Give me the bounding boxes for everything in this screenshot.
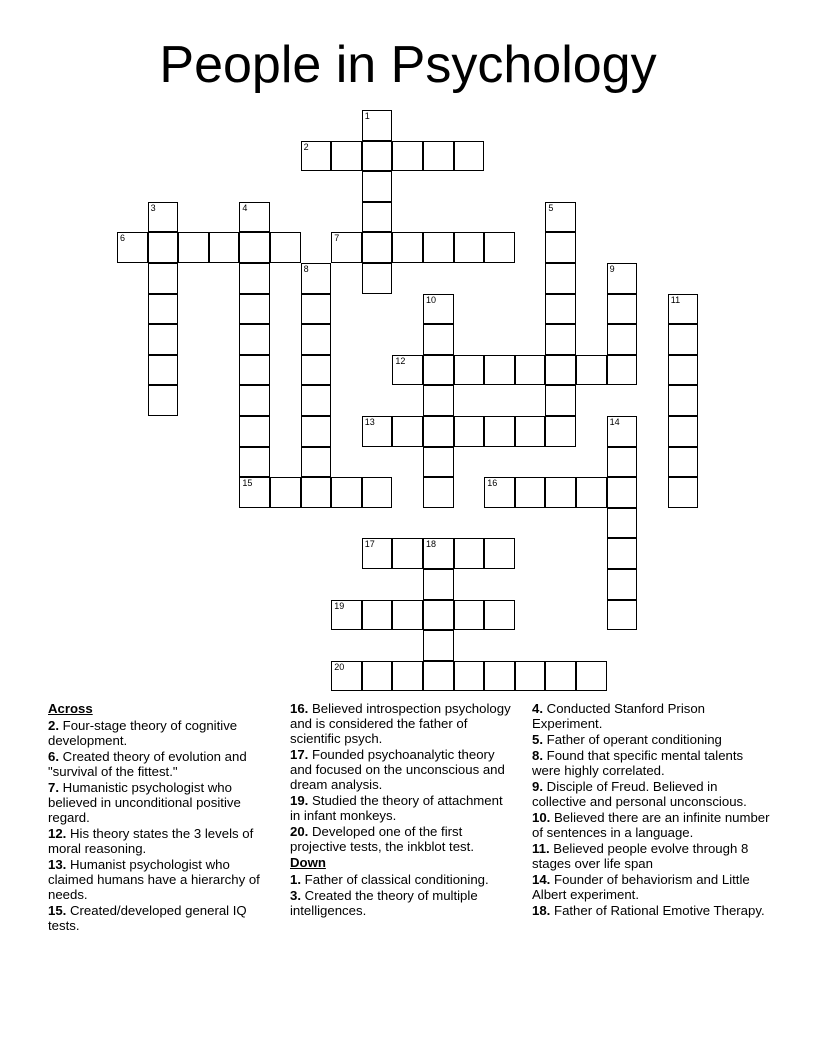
grid-cell[interactable] (301, 294, 332, 325)
grid-cell[interactable] (301, 385, 332, 416)
clue-column-2 (290, 701, 512, 919)
clue-item (532, 748, 772, 778)
clue-number: 20. (290, 824, 309, 839)
cell-number: 1 (364, 111, 370, 121)
grid-cell[interactable] (331, 477, 362, 508)
clue-text: Founded psychoanalytic theory and focused on the unconscious and dream analysis. (290, 747, 505, 792)
grid-cell[interactable] (454, 141, 485, 172)
grid-cell[interactable] (239, 355, 270, 386)
grid-cell[interactable] (239, 477, 270, 508)
grid-cell[interactable] (607, 447, 638, 478)
grid-cell[interactable] (362, 416, 393, 447)
clue-item (532, 779, 772, 809)
clue-text: Believed there are an infinite number of sentences in a language. (532, 810, 770, 840)
grid-cell[interactable] (239, 385, 270, 416)
clue-item (48, 857, 270, 902)
grid-cell[interactable] (239, 202, 270, 233)
grid-cell[interactable] (607, 416, 638, 447)
grid-cell[interactable] (545, 355, 576, 386)
clue-number: 16. (290, 701, 309, 716)
clue-number: 14. (532, 872, 551, 887)
grid-cell[interactable] (423, 538, 454, 569)
cell-number: 12 (395, 355, 406, 366)
clue-number: 4. (532, 701, 543, 716)
clue-number: 2. (48, 718, 59, 733)
grid-cell[interactable] (545, 294, 576, 325)
grid-cell[interactable] (301, 263, 332, 294)
grid-cell[interactable] (484, 538, 515, 569)
cell-number: 11 (670, 294, 681, 305)
grid-cell[interactable] (545, 324, 576, 355)
grid-cell[interactable] (545, 385, 576, 416)
clue-text: Created the theory of multiple intelligences. (290, 888, 478, 918)
cell-number: 13 (364, 417, 375, 427)
grid-cell[interactable] (423, 416, 454, 447)
clue-number: 9. (532, 779, 543, 794)
grid-cell[interactable] (209, 232, 240, 263)
cell-number: 14 (609, 417, 620, 427)
clue-number: 12. (48, 826, 67, 841)
grid-cell[interactable] (392, 355, 423, 386)
grid-cell[interactable] (117, 232, 148, 263)
grid-cell[interactable] (392, 416, 423, 447)
grid-cell[interactable] (515, 355, 546, 386)
grid-cell[interactable] (484, 661, 515, 692)
clue-text: Founder of behaviorism and Little Albert experiment. (532, 872, 750, 902)
grid-cell[interactable] (362, 110, 393, 141)
grid-cell[interactable] (392, 661, 423, 692)
grid-cell[interactable] (668, 477, 699, 508)
grid-cell[interactable] (454, 661, 485, 692)
cell-number: 6 (120, 233, 126, 244)
grid-cell[interactable] (607, 538, 638, 569)
grid-cell[interactable] (423, 355, 454, 386)
grid-cell[interactable] (607, 355, 638, 386)
grid-cell[interactable] (239, 294, 270, 325)
clue-item (48, 749, 270, 779)
clue-text: Disciple of Freud. Believed in collective and personal unconscious. (532, 779, 747, 809)
grid-cell[interactable] (178, 232, 209, 263)
clue-item (48, 718, 270, 748)
down-heading: Down (290, 855, 326, 870)
grid-cell[interactable] (301, 447, 332, 478)
clue-text: Father of operant conditioning (543, 732, 722, 747)
grid-cell[interactable] (148, 263, 179, 294)
cell-number: 2 (303, 141, 309, 152)
grid-cell[interactable] (239, 263, 270, 294)
grid-cell[interactable] (607, 569, 638, 600)
cell-number: 17 (364, 539, 375, 550)
clue-item (532, 841, 772, 871)
cell-number: 3 (150, 202, 156, 213)
grid-cell[interactable] (270, 477, 301, 508)
grid-cell[interactable] (239, 447, 270, 478)
grid-cell[interactable] (423, 661, 454, 692)
cell-number: 8 (303, 264, 309, 274)
grid-cell[interactable] (423, 385, 454, 416)
grid-cell[interactable] (668, 324, 699, 355)
grid-cell[interactable] (362, 600, 393, 631)
cell-number: 20 (334, 661, 345, 672)
puzzle-title: People in Psychology (159, 36, 657, 94)
grid-cell[interactable] (239, 324, 270, 355)
grid-cell[interactable] (362, 538, 393, 569)
cell-number: 4 (242, 202, 248, 213)
cell-number: 10 (426, 294, 437, 305)
grid-cell[interactable] (362, 171, 393, 202)
grid-cell[interactable] (301, 477, 332, 508)
grid-cell[interactable] (362, 202, 393, 233)
grid-cell[interactable] (423, 232, 454, 263)
grid-cell[interactable] (148, 202, 179, 233)
grid-cell[interactable] (423, 477, 454, 508)
grid-cell[interactable] (515, 477, 546, 508)
grid-cell[interactable] (484, 232, 515, 263)
grid-cell[interactable] (668, 355, 699, 386)
cell-number: 5 (548, 202, 554, 213)
grid-cell[interactable] (545, 661, 576, 692)
grid-cell[interactable] (423, 569, 454, 600)
clue-item (532, 872, 772, 902)
cell-number: 19 (334, 600, 345, 611)
grid-cell[interactable] (515, 661, 546, 692)
clue-text: Humanist psychologist who claimed humans have a hierarchy of needs. (48, 857, 260, 902)
clue-number: 17. (290, 747, 309, 762)
clue-column-3 (532, 701, 772, 919)
cell-number: 7 (334, 233, 340, 244)
grid-cell[interactable] (454, 232, 485, 263)
grid-cell[interactable] (545, 263, 576, 294)
grid-cell[interactable] (331, 232, 362, 263)
grid-cell[interactable] (392, 538, 423, 569)
clue-number: 7. (48, 780, 59, 795)
clue-item (290, 793, 512, 823)
grid-cell[interactable] (362, 232, 393, 263)
grid-cell[interactable] (148, 355, 179, 386)
clue-text: Studied the theory of attachment in infant monkeys. (290, 793, 503, 823)
grid-cell[interactable] (484, 416, 515, 447)
grid-cell[interactable] (423, 294, 454, 325)
grid-cell[interactable] (423, 141, 454, 172)
grid-cell[interactable] (423, 324, 454, 355)
grid-cell[interactable] (607, 263, 638, 294)
clue-item (290, 824, 512, 854)
clue-item (532, 701, 772, 731)
grid-cell[interactable] (362, 141, 393, 172)
grid-cell[interactable] (607, 324, 638, 355)
grid-cell[interactable] (423, 600, 454, 631)
grid-cell[interactable] (331, 141, 362, 172)
grid-cell[interactable] (668, 294, 699, 325)
clue-text: Humanistic psychologist who believed in unconditional positive regard. (48, 780, 241, 825)
grid-cell[interactable] (515, 416, 546, 447)
grid-cell[interactable] (668, 416, 699, 447)
grid-cell[interactable] (607, 477, 638, 508)
clue-item (532, 810, 772, 840)
clue-text: Four-stage theory of cognitive development. (48, 718, 238, 748)
clue-text: Father of Rational Emotive Therapy. (550, 903, 765, 918)
grid-cell[interactable] (607, 294, 638, 325)
cell-number: 15 (242, 478, 253, 489)
grid-cell[interactable] (148, 385, 179, 416)
grid-cell[interactable] (301, 416, 332, 447)
grid-cell[interactable] (331, 661, 362, 692)
clue-number: 11. (532, 841, 550, 856)
grid-cell[interactable] (668, 447, 699, 478)
clue-number: 19. (290, 793, 309, 808)
cell-number: 18 (426, 539, 437, 550)
grid-cell[interactable] (454, 600, 485, 631)
grid-cell[interactable] (545, 477, 576, 508)
clue-number: 8. (532, 748, 543, 763)
grid-cell[interactable] (362, 477, 393, 508)
clue-text: Created/developed general IQ tests. (48, 903, 247, 933)
clue-item (290, 701, 512, 746)
clue-item (290, 872, 512, 887)
grid-cell[interactable] (576, 661, 607, 692)
clue-text: His theory states the 3 levels of moral reasoning. (48, 826, 254, 856)
grid-cell[interactable] (362, 263, 393, 294)
clue-text: Believed people evolve through 8 stages over life span (532, 841, 749, 871)
clue-item (532, 903, 772, 918)
clue-number: 3. (290, 888, 301, 903)
clue-number: 5. (532, 732, 543, 747)
grid-cell[interactable] (454, 416, 485, 447)
grid-cell[interactable] (301, 141, 332, 172)
clue-text: Conducted Stanford Prison Experiment. (532, 701, 706, 731)
cell-number: 9 (609, 264, 615, 274)
grid-cell[interactable] (362, 661, 393, 692)
clue-number: 15. (48, 903, 67, 918)
grid-cell[interactable] (148, 294, 179, 325)
grid-cell[interactable] (576, 355, 607, 386)
grid-cell[interactable] (239, 416, 270, 447)
across-heading: Across (48, 701, 93, 716)
grid-cell[interactable] (607, 600, 638, 631)
grid-cell[interactable] (239, 232, 270, 263)
grid-cell[interactable] (545, 416, 576, 447)
clue-number: 1. (290, 872, 301, 887)
grid-cell[interactable] (576, 477, 607, 508)
grid-cell[interactable] (148, 324, 179, 355)
grid-cell[interactable] (545, 232, 576, 263)
clue-text: Developed one of the first projective tests, the inkblot test. (290, 824, 474, 854)
clue-item (532, 732, 772, 747)
grid-cell[interactable] (331, 600, 362, 631)
grid-cell[interactable] (392, 600, 423, 631)
grid-cell[interactable] (392, 141, 423, 172)
clue-item (290, 747, 512, 792)
clue-text: Found that specific mental talents were highly correlated. (532, 748, 744, 778)
grid-cell[interactable] (607, 508, 638, 539)
grid-cell[interactable] (301, 324, 332, 355)
grid-cell[interactable] (668, 385, 699, 416)
grid-cell[interactable] (454, 355, 485, 386)
clue-item (290, 888, 512, 918)
clue-number: 10. (532, 810, 551, 825)
grid-cell[interactable] (301, 355, 332, 386)
grid-cell[interactable] (484, 600, 515, 631)
cell-number: 16 (487, 478, 498, 489)
clue-number: 6. (48, 749, 59, 764)
clue-text: Father of classical conditioning. (301, 872, 489, 887)
grid-cell[interactable] (545, 202, 576, 233)
clue-number: 13. (48, 857, 67, 872)
grid-cell[interactable] (484, 477, 515, 508)
clue-text: Created theory of evolution and "survival of the fittest." (48, 749, 247, 779)
clue-column-1 (48, 701, 270, 934)
clue-item (48, 780, 270, 825)
grid-cell[interactable] (454, 538, 485, 569)
clue-item (48, 903, 270, 933)
grid-cell[interactable] (392, 232, 423, 263)
clue-number: 18. (532, 903, 551, 918)
grid-cell[interactable] (423, 447, 454, 478)
clue-item (48, 826, 270, 856)
grid-cell[interactable] (270, 232, 301, 263)
grid-cell[interactable] (484, 355, 515, 386)
clue-text: Believed introspection psychology and is considered the father of scientific psych. (290, 701, 511, 746)
grid-cell[interactable] (423, 630, 454, 661)
grid-cell[interactable] (148, 232, 179, 263)
